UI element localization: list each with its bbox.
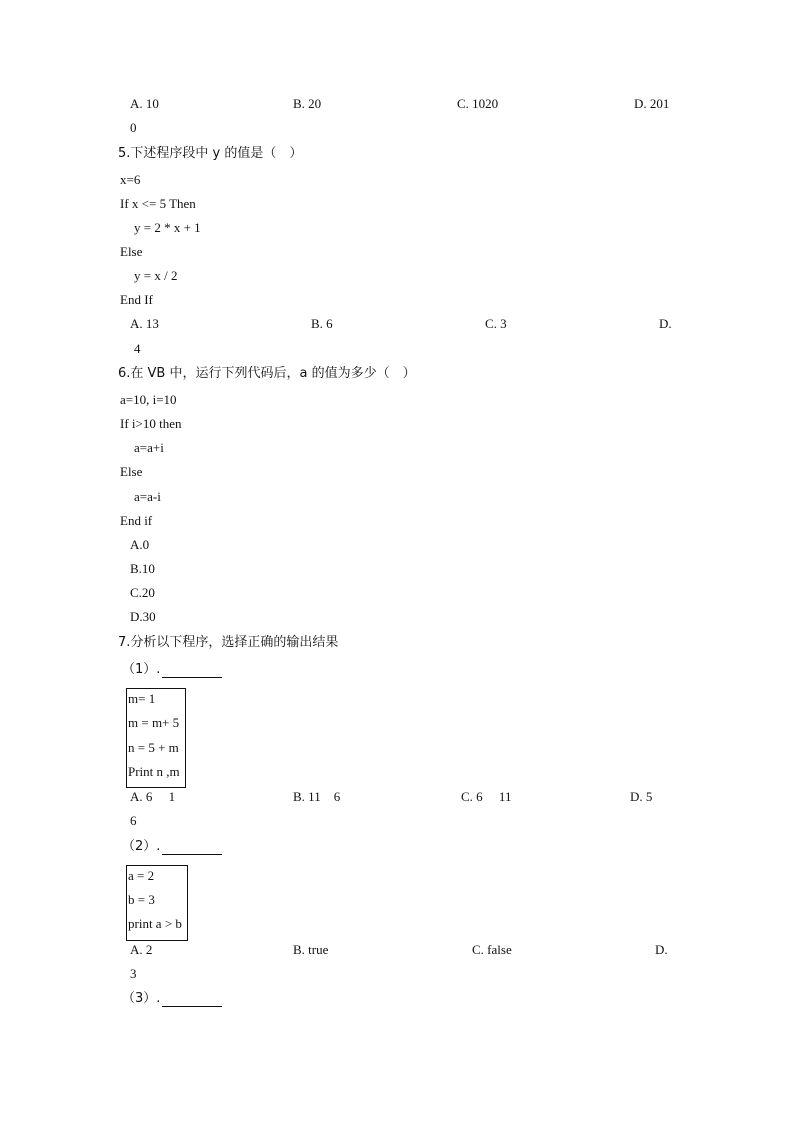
q7-sub2-option-c: C. false xyxy=(472,942,512,957)
q5-option-a: A. 13 xyxy=(130,316,159,331)
q4-option-d: D. 201 xyxy=(634,96,670,111)
q4-option-a: A. 10 xyxy=(130,96,159,111)
q5-option-d: D. xyxy=(659,316,672,331)
q7-sub1-option-a: A. 6 1 xyxy=(130,789,176,804)
q5-stem: 5.下述程序段中 y 的值是（ ） xyxy=(118,146,303,161)
q7-sub2-code-line: b = 3 xyxy=(128,892,155,907)
q6-code-line: a=10, i=10 xyxy=(120,392,177,407)
q7-sub1-code-line: m= 1 xyxy=(128,691,156,706)
q7-sub1-label xyxy=(122,662,222,678)
answer-blank xyxy=(162,994,222,1007)
q5-option-c: C. 3 xyxy=(485,316,507,331)
q5-code-line: x=6 xyxy=(120,172,141,187)
q5-option-b: B. 6 xyxy=(311,316,333,331)
q7-sub2-option-a: A. 2 xyxy=(130,942,153,957)
q6-option-d: D.30 xyxy=(130,609,156,624)
q7-sub2-number: （2）. xyxy=(122,839,161,854)
q6-stem: 6.在 VB 中，运行下列代码后，a 的值为多少（ ） xyxy=(118,366,416,381)
q7-sub1-option-c: C. 6 11 xyxy=(461,789,512,804)
q7-sub1-option-d-value: 6 xyxy=(130,813,137,828)
q4-option-b: B. 20 xyxy=(293,96,322,111)
q7-sub3-label xyxy=(122,991,222,1007)
q5-code-line: y = x / 2 xyxy=(134,268,178,283)
q7-sub2-label xyxy=(122,839,222,855)
q7-sub1-code-line: Print n ,m xyxy=(128,764,180,779)
answer-blank xyxy=(162,842,222,855)
q4-option-d-continued: 0 xyxy=(130,120,137,135)
q7-sub3-number: （3）. xyxy=(122,991,161,1006)
q7-sub1-option-d: D. 5 xyxy=(630,789,653,804)
q7-sub1-code-line: m = m+ 5 xyxy=(128,715,180,730)
q7-sub2-code-line: print a > b xyxy=(128,916,182,931)
q7-sub1-option-b: B. 11 6 xyxy=(293,789,341,804)
q6-option-b: B.10 xyxy=(130,561,155,576)
q5-code-line: If x <= 5 Then xyxy=(120,196,196,211)
q7-sub1-number: （1）. xyxy=(122,662,161,677)
q5-code-line: y = 2 * x + 1 xyxy=(134,220,201,235)
q5-code-line: End If xyxy=(120,292,153,307)
q4-option-c: C. 1020 xyxy=(457,96,499,111)
q6-option-a: A.0 xyxy=(130,537,150,552)
q6-option-c: C.20 xyxy=(130,585,155,600)
q7-sub1-code-box xyxy=(126,688,186,788)
q7-sub2-option-d: D. xyxy=(655,942,668,957)
q7-sub2-option-d-value: 3 xyxy=(130,966,137,981)
q7-sub2-option-b: B. true xyxy=(293,942,329,957)
q7-sub1-code-line: n = 5 + m xyxy=(128,740,179,755)
q5-code-line: Else xyxy=(120,244,143,259)
q6-code-line: a=a-i xyxy=(134,489,161,504)
q6-code-line: If i>10 then xyxy=(120,416,182,431)
q7-stem: 7.分析以下程序，选择正确的输出结果 xyxy=(118,635,339,650)
q7-sub2-code-box xyxy=(126,865,188,941)
q7-sub2-code-line: a = 2 xyxy=(128,868,155,883)
q5-option-d-value: 4 xyxy=(134,341,141,356)
q6-code-line: a=a+i xyxy=(134,440,164,455)
q6-code-line: End if xyxy=(120,513,153,528)
q6-code-line: Else xyxy=(120,464,143,479)
answer-blank xyxy=(162,665,222,678)
